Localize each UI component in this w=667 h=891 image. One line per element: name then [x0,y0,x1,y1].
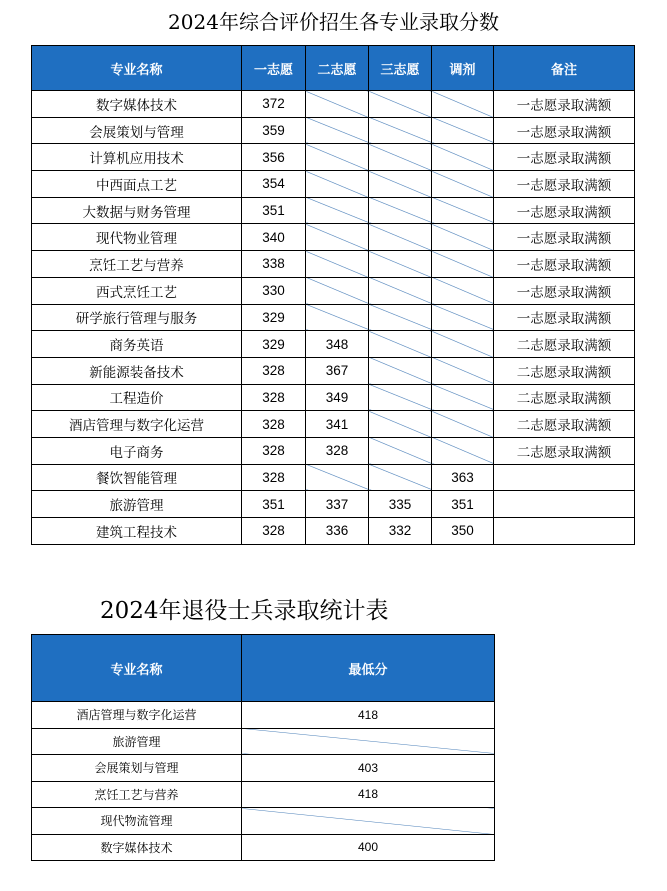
score-cell [306,117,369,144]
table-row [32,331,635,358]
score-cell: 372 [242,91,306,118]
score-cell [369,117,432,144]
score-cell [306,464,369,491]
score-cell: 329 [242,331,306,358]
major-name-cell: 烹饪工艺与营养 [32,251,242,278]
major-name-cell: 现代物流管理 [32,808,242,835]
score-cell: 328 [242,357,306,384]
score-cell [432,171,494,198]
score-cell [306,197,369,224]
score-cell [306,251,369,278]
score-cell: 349 [306,384,369,411]
score-cell: 329 [242,304,306,331]
score-cell [369,304,432,331]
header-cell: 专业名称 [32,46,242,91]
score-cell: 354 [242,171,306,198]
score-cell [369,384,432,411]
score-cell [306,224,369,251]
table-row [32,251,635,278]
score-cell: 328 [242,464,306,491]
score-cell: 351 [242,491,306,518]
header-cell: 专业名称 [32,635,242,702]
table-row [32,144,635,171]
major-name-cell: 中西面点工艺 [32,171,242,198]
score-cell [369,357,432,384]
table2-title: 2024年退役士兵录取统计表 [100,598,389,624]
major-name-cell: 建筑工程技术 [32,518,242,545]
score-cell [432,91,494,118]
major-name-cell: 商务英语 [32,331,242,358]
score-cell: 337 [306,491,369,518]
score-cell: 330 [242,277,306,304]
score-cell [369,251,432,278]
score-cell [369,331,432,358]
score-cell: 一志愿录取满额 [494,91,635,118]
table-row [32,464,635,491]
score-cell [432,357,494,384]
table-row [32,171,635,198]
score-cell: 336 [306,518,369,545]
score-cell [369,91,432,118]
major-name-cell: 西式烹饪工艺 [32,277,242,304]
table-row [32,808,495,835]
score-cell: 二志愿录取满额 [494,411,635,438]
table1-header-row [32,46,635,91]
header-cell: 三志愿 [369,46,432,91]
score-cell: 340 [242,224,306,251]
score-cell: 一志愿录取满额 [494,171,635,198]
score-cell: 328 [242,437,306,464]
score-cell [494,518,635,545]
score-cell [242,728,495,755]
score-cell: 328 [242,411,306,438]
table-row [32,277,635,304]
table-row [32,755,495,782]
score-cell [369,197,432,224]
score-cell: 二志愿录取满额 [494,384,635,411]
table2-header-row [32,635,495,702]
major-name-cell: 新能源装备技术 [32,357,242,384]
table-row [32,728,495,755]
score-cell [432,411,494,438]
score-cell: 一志愿录取满额 [494,117,635,144]
major-name-cell: 研学旅行管理与服务 [32,304,242,331]
score-cell [306,171,369,198]
score-cell [369,437,432,464]
table-row [32,702,495,729]
major-name-cell: 电子商务 [32,437,242,464]
score-cell: 一志愿录取满额 [494,197,635,224]
score-cell [306,91,369,118]
score-cell: 一志愿录取满额 [494,144,635,171]
score-cell: 332 [369,518,432,545]
score-cell [432,117,494,144]
table-row [32,491,635,518]
admission-scores-table [31,45,635,545]
major-name-cell: 酒店管理与数字化运营 [32,411,242,438]
score-cell: 一志愿录取满额 [494,224,635,251]
score-cell [432,331,494,358]
score-cell [432,304,494,331]
table-row [32,304,635,331]
score-cell [369,277,432,304]
score-cell: 一志愿录取满额 [494,304,635,331]
header-cell: 备注 [494,46,635,91]
major-name-cell: 烹饪工艺与营养 [32,781,242,808]
score-cell [494,464,635,491]
score-cell: 351 [432,491,494,518]
header-cell: 最低分 [242,635,495,702]
score-cell: 400 [242,834,495,861]
score-cell: 一志愿录取满额 [494,277,635,304]
table-row [32,437,635,464]
score-cell: 328 [242,384,306,411]
header-cell: 调剂 [432,46,494,91]
table-row [32,384,635,411]
score-cell [432,437,494,464]
score-cell: 350 [432,518,494,545]
score-cell [369,171,432,198]
header-cell: 一志愿 [242,46,306,91]
score-cell [432,224,494,251]
score-cell: 403 [242,755,495,782]
major-name-cell: 大数据与财务管理 [32,197,242,224]
score-cell [306,144,369,171]
table-row [32,518,635,545]
major-name-cell: 工程造价 [32,384,242,411]
table-row [32,781,495,808]
table-row [32,357,635,384]
score-cell: 418 [242,781,495,808]
major-name-cell: 餐饮智能管理 [32,464,242,491]
score-cell [432,277,494,304]
score-cell: 338 [242,251,306,278]
header-cell: 二志愿 [306,46,369,91]
score-cell [369,224,432,251]
table-row [32,91,635,118]
score-cell: 二志愿录取满额 [494,331,635,358]
score-cell [369,464,432,491]
score-cell: 328 [306,437,369,464]
score-cell: 二志愿录取满额 [494,357,635,384]
score-cell: 367 [306,357,369,384]
score-cell [369,144,432,171]
table-row [32,834,495,861]
score-cell: 一志愿录取满额 [494,251,635,278]
score-cell [432,197,494,224]
score-cell [306,277,369,304]
score-cell: 341 [306,411,369,438]
score-cell: 二志愿录取满额 [494,437,635,464]
score-cell: 356 [242,144,306,171]
major-name-cell: 会展策划与管理 [32,117,242,144]
score-cell: 359 [242,117,306,144]
major-name-cell: 会展策划与管理 [32,755,242,782]
score-cell: 351 [242,197,306,224]
major-name-cell: 旅游管理 [32,728,242,755]
table-row [32,117,635,144]
score-cell: 418 [242,702,495,729]
major-name-cell: 酒店管理与数字化运营 [32,702,242,729]
score-cell [432,144,494,171]
table-row [32,224,635,251]
major-name-cell: 计算机应用技术 [32,144,242,171]
table1-title: 2024年综合评价招生各专业录取分数 [168,10,499,34]
table-row [32,411,635,438]
score-cell [242,808,495,835]
veteran-admission-table [31,634,495,861]
score-cell [432,384,494,411]
score-cell: 328 [242,518,306,545]
score-cell [432,251,494,278]
score-cell [494,491,635,518]
table-row [32,197,635,224]
score-cell: 363 [432,464,494,491]
score-cell: 335 [369,491,432,518]
major-name-cell: 旅游管理 [32,491,242,518]
major-name-cell: 数字媒体技术 [32,91,242,118]
score-cell [369,411,432,438]
major-name-cell: 数字媒体技术 [32,834,242,861]
major-name-cell: 现代物业管理 [32,224,242,251]
score-cell: 348 [306,331,369,358]
score-cell [306,304,369,331]
